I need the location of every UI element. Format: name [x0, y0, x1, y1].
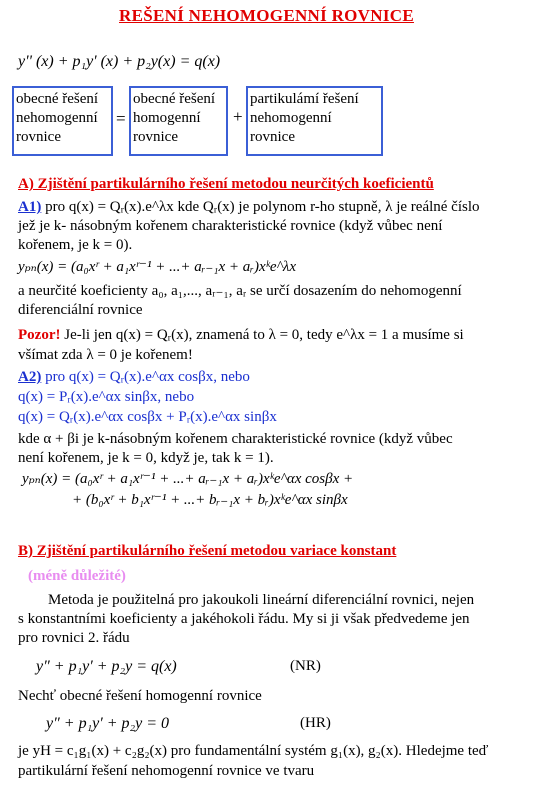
section-b-subheading: (méně důležité) — [28, 568, 126, 584]
coef-line1: a neurčité koeficienty a₀, a₁,..., aᵣ₋₁, aᵣ se určí dosazením do nehomogenní — [18, 283, 462, 299]
equals-sign: = — [116, 109, 126, 128]
coef-line2: diferenciální rovnice — [18, 302, 143, 318]
para-line2: s konstantními koeficienty a jakéhokoli řádu. My si ji však předvedeme jen — [18, 611, 470, 627]
ypn-formula-a2-line2: + (b₀xʳ + b₁xʳ⁻¹ + ...+ bᵣ₋₁x + bᵣ)xᵏe^αx sinβx — [72, 492, 348, 508]
nr-equation: y″ + p₁y′ + p₂y = q(x) — [36, 658, 177, 675]
para-line3: pro rovnici 2. řádu — [18, 630, 130, 646]
a1-line1 — [18, 198, 525, 217]
plus-sign: + — [233, 107, 243, 126]
a1-line3: kořenem, je k = 0). — [18, 237, 133, 253]
pozor-label: Pozor! — [18, 327, 61, 343]
a2-label: A2) — [18, 369, 42, 385]
box-line: partikulámí řešení — [250, 91, 359, 107]
section-b-heading: B) Zjištění partikulárního řešení metodou variace konstant — [18, 543, 397, 559]
a2-line3: q(x) = Qᵣ(x).e^αx cosβx + Pᵣ(x).e^αx sinβx — [18, 409, 277, 425]
box-line: nehomogenní — [16, 110, 98, 126]
yh-line2: partikulární řešení nehomogenní rovnice ve tvaru — [18, 763, 315, 779]
box-general-nonhomog — [12, 86, 113, 156]
ypn-formula-a2-line1: yₚₙ(x) = (a₀xʳ + a₁xʳ⁻¹ + ...+ aᵣ₋₁x + aᵣ)xᵏe^αx cosβx + — [22, 471, 354, 487]
box-line: homogenní — [133, 110, 201, 126]
pozor-text: Je-li jen q(x) = Qᵣ(x), znamená to λ = 0, tedy e^λx = 1 a musíme si — [60, 327, 464, 343]
root-line1: kde α + βi je k-násobným kořenem charakteristické rovnice (když vůbec — [18, 431, 453, 447]
box-line: obecné řešení — [133, 91, 216, 107]
section-a-heading: A) Zjištění partikulárního řešení metodou neurčitých koeficientů — [18, 176, 434, 192]
yh-line1: je yH = c₁g₁(x) + c₂g₂(x) pro fundamentální systém g₁(x), g₂(x). Hledejme teď — [18, 743, 489, 759]
pozor-line2: všímat zda λ = 0 je kořenem! — [18, 347, 193, 363]
box-particular-nonhomog — [246, 86, 383, 156]
a1-line2: jež je k- násobným kořenem charakteristické rovnice (když vůbec není — [18, 218, 443, 234]
hr-label: (HR) — [300, 715, 331, 731]
a2-line1 — [18, 368, 525, 387]
hom-line: Nechť obecné řešení homogenní rovnice — [18, 688, 262, 704]
nr-label: (NR) — [290, 658, 321, 674]
box-line: rovnice — [16, 129, 61, 145]
a1-text: pro q(x) = Qᵣ(x).e^λx kde Qᵣ(x) je polynom r-ho stupně, λ je reálné číslo — [41, 199, 480, 215]
pozor-line1 — [18, 326, 525, 345]
root-line2: není kořenem, je k = 0, když je, tak k = 1). — [18, 450, 274, 466]
a2-line2: q(x) = Pᵣ(x).e^αx sinβx, nebo — [18, 389, 195, 405]
box-line: nehomogenní — [250, 110, 332, 126]
ypn-formula-a1: yₚₙ(x) = (a₀xʳ + a₁xʳ⁻¹ + ...+ aᵣ₋₁x + aᵣ)xᵏe^λx — [18, 259, 296, 275]
hr-equation: y″ + p₁y′ + p₂y = 0 — [46, 715, 169, 732]
a1-label: A1) — [18, 199, 42, 215]
a2-text: pro q(x) = Qᵣ(x).e^αx cosβx, nebo — [41, 369, 250, 385]
box-line: rovnice — [133, 129, 178, 145]
para-line1: Metoda je použitelná pro jakoukoli lineární diferenciální rovnici, nejen — [48, 592, 475, 608]
box-line: rovnice — [250, 129, 295, 145]
page-title: REŠENÍ NEHOMOGENNÍ ROVNICE — [119, 6, 414, 25]
box-general-homog — [129, 86, 228, 156]
main-equation: y'' (x) + p₁y' (x) + p₂y(x) = q(x) — [18, 53, 221, 70]
box-line: obecné řešení — [16, 91, 99, 107]
